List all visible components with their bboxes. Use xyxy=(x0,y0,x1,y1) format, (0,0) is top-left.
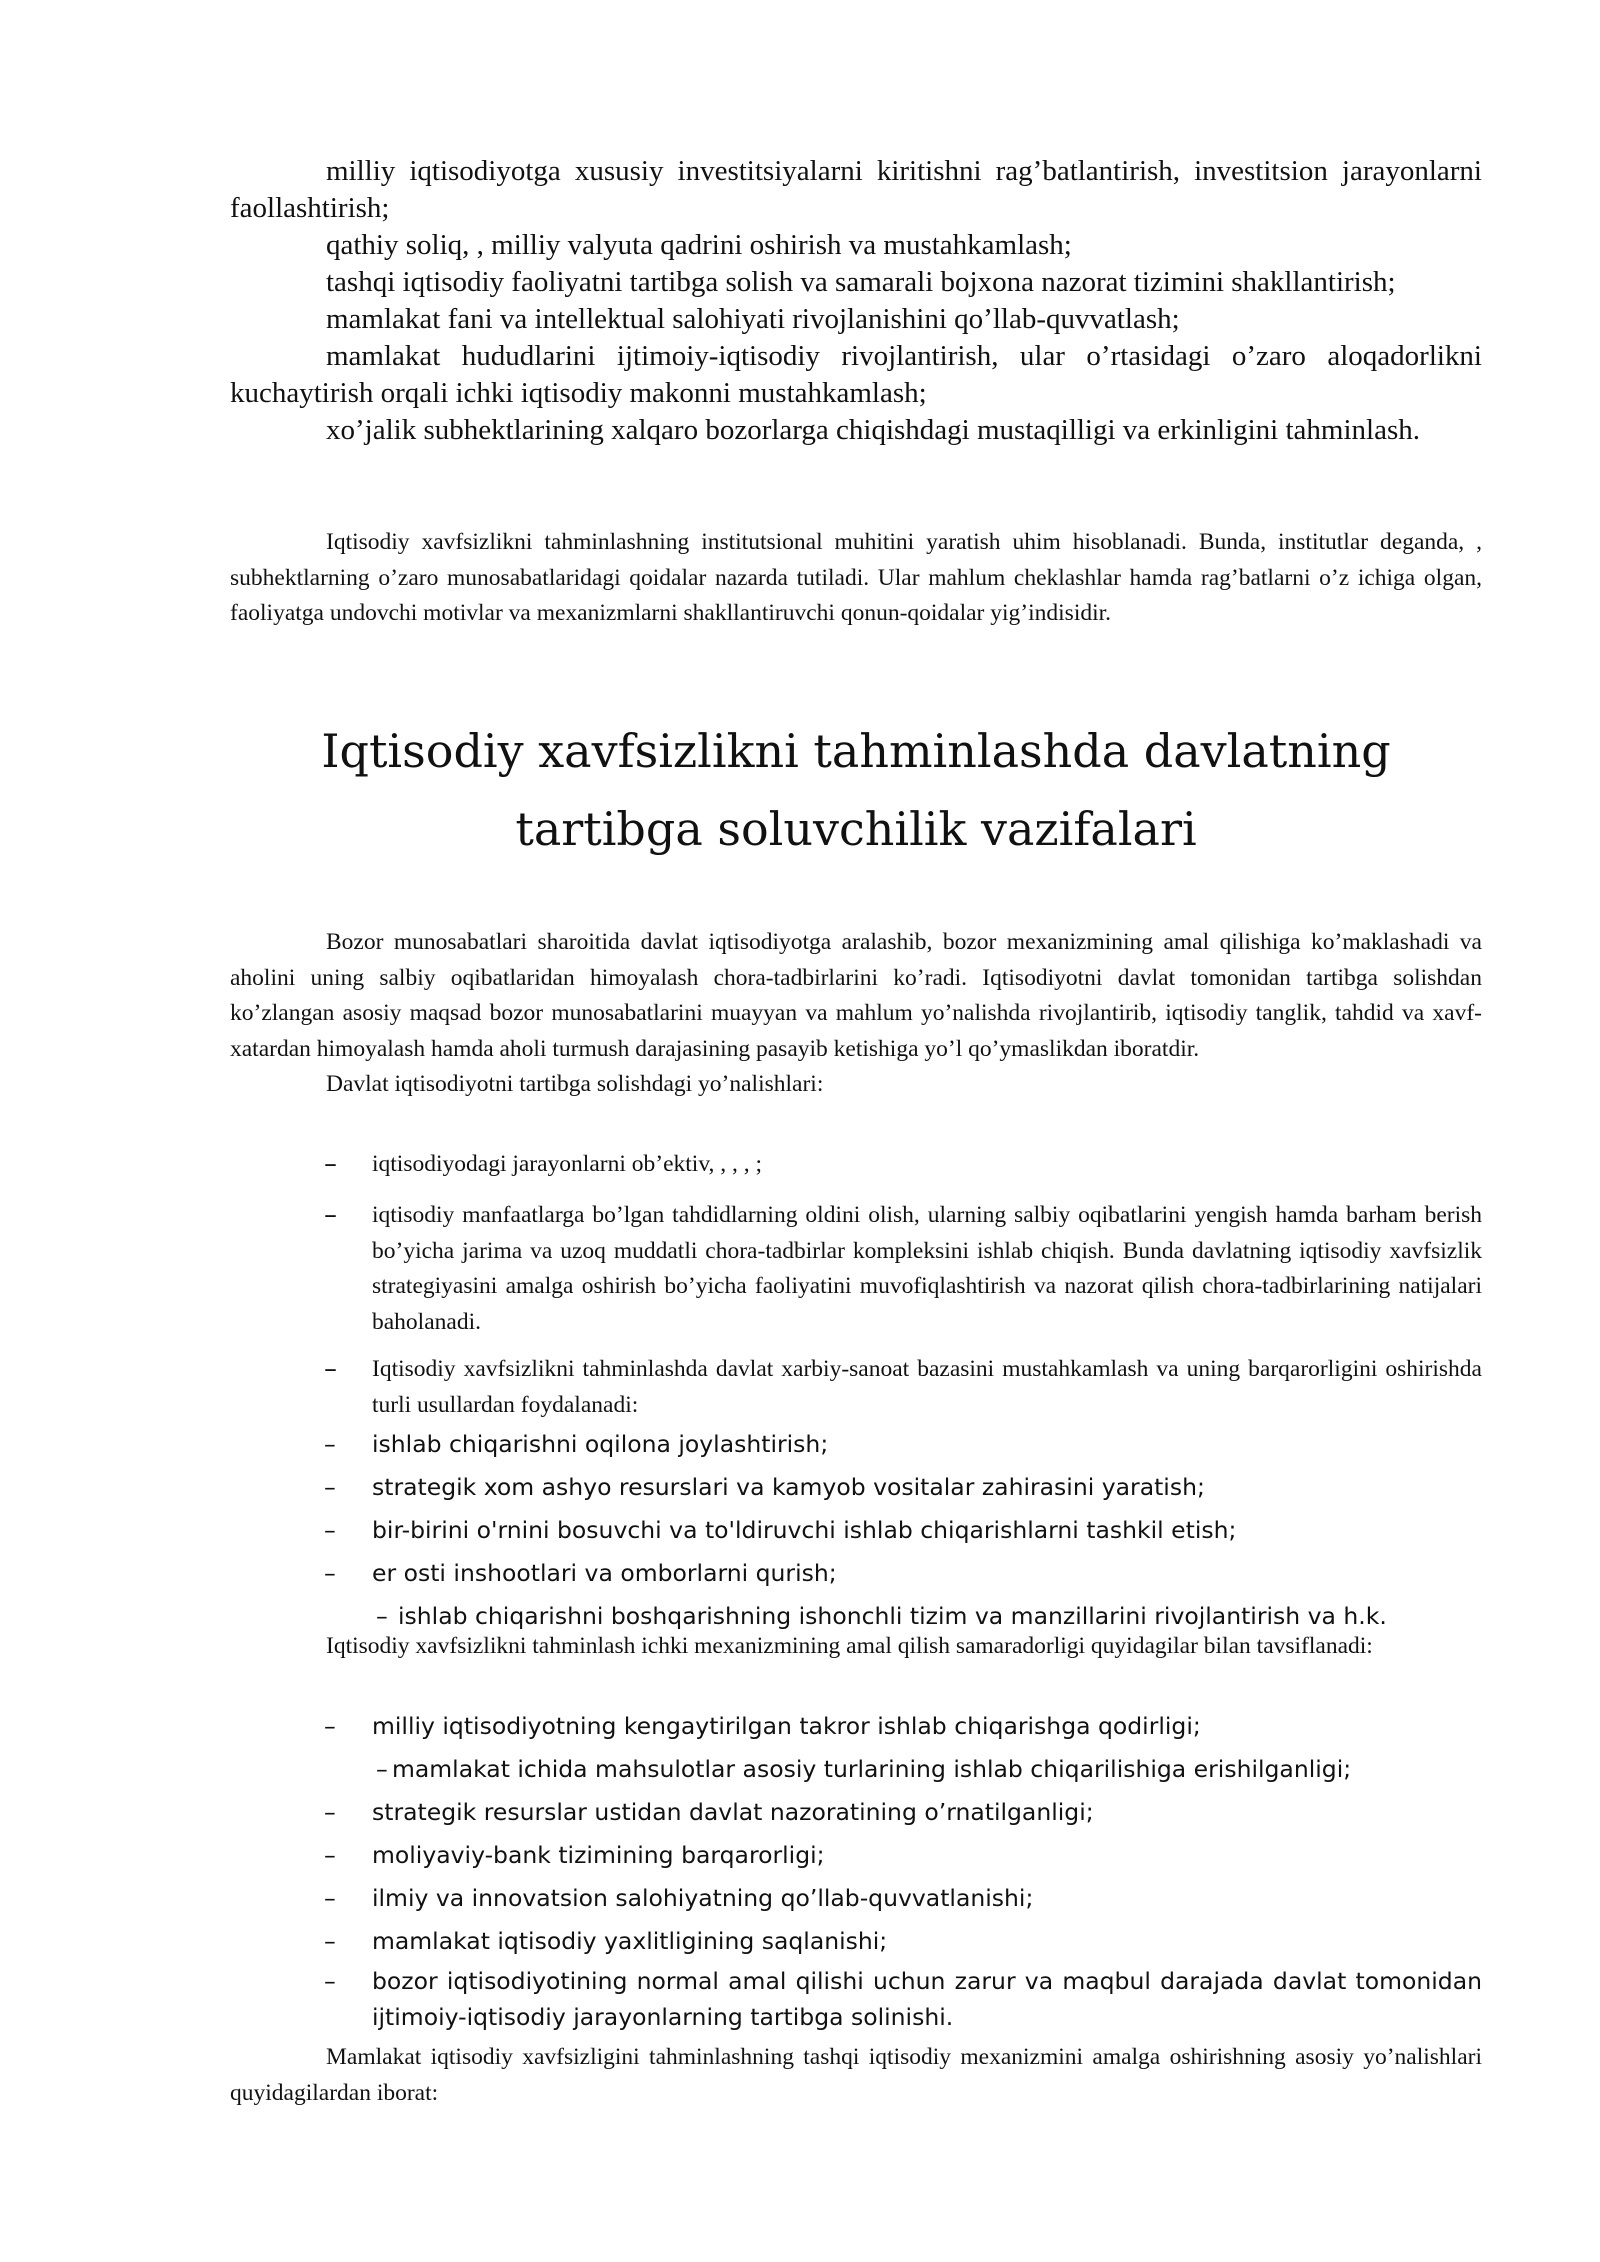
method-item-text: er osti inshootlari va omborlarni qurish; xyxy=(372,1559,837,1587)
dash-bullet: – xyxy=(376,1602,388,1630)
dash-bullet: – xyxy=(324,1473,336,1501)
criterion-item-1 xyxy=(324,1705,1482,1748)
intro-item-5: mamlakat hududlarini ijtimoiy-iqtisodiy rivojlantirish, ular o’rtasidagi o’zaro aloqadorlikni kuchaytirish orqali ichki iqtisodiy makonni mustahkamlash; xyxy=(230,340,1482,409)
section-paragraph-1-text: Bozor munosabatlari sharoitida davlat iqtisodiyotga aralashib, bozor mexanizmining amal qilishiga ko’maklashadi va aholini uning salbiy oqibatlaridan himoyalash chora-tadbirlarini ko’radi. Iqtisodiyotni davlat tomonidan tartibga solishdan ko’zlangan asosiy maqsad bozor munosabatlarini muayyan va mahlum yo’nalishda rivojlantirib, iqtisodiy tanglik, tahdid va xavf-xatardan himoyalash hamda aholi turmush darajasining pasayib ketishiga yo’l qo’ymaslikdan iboratdir. xyxy=(230,929,1482,1062)
section-heading xyxy=(230,712,1482,868)
intro-item-3: tashqi iqtisodiy faoliyatni tartibga solish va samarali bojxona nazorat tizimini shakllantirish; xyxy=(326,266,1396,298)
direction-item-2 xyxy=(324,1198,1482,1340)
section-paragraph-2 xyxy=(230,1629,1482,1665)
criterion-item-text: mamlakat ichida mahsulotlar asosiy turlarining ishlab chiqarilishiga erishilganligi; xyxy=(392,1755,1352,1783)
dash-bullet: – xyxy=(324,1967,336,1995)
intro-item-6: xo’jalik subhektlarining xalqaro bozorlarga chiqishdagi mustaqilligi va erkinligini tahminlash. xyxy=(326,414,1420,446)
method-item-text: strategik xom ashyo resurslari va kamyob vositalar zahirasini yaratish; xyxy=(372,1473,1205,1501)
criterion-item-2 xyxy=(376,1748,1482,1791)
criterion-item-text: ilmiy va innovatsion salohiyatning qo’llab-quvvatlanishi; xyxy=(372,1884,1034,1912)
criterion-item-text: mamlakat iqtisodiy yaxlitligining saqlanishi; xyxy=(372,1927,888,1955)
method-item-2 xyxy=(324,1466,1482,1509)
dash-bullet: – xyxy=(324,1712,336,1740)
dash-bullet: – xyxy=(324,1559,336,1587)
intro-item-4: mamlakat fani va intellektual salohiyati rivojlanishini qo’llab-quvvatlash; xyxy=(326,303,1180,335)
method-item-1 xyxy=(324,1423,1482,1466)
directions-intro: Davlat iqtisodiyotni tartibga solishdagi yo’nalishlari: xyxy=(326,1071,824,1097)
dash-bullet: – xyxy=(324,1884,336,1912)
criterion-item-7 xyxy=(324,1963,1482,2035)
criterion-item-3 xyxy=(324,1791,1482,1834)
method-item-text: ishlab chiqarishni boshqarishning ishonchli tizim va manzillarini rivojlantirish va h.k. xyxy=(398,1602,1387,1630)
criterion-item-text: strategik resurslar ustidan davlat nazoratining o’rnatilganligi; xyxy=(372,1798,1094,1826)
method-item-text: bir-birini o'rnini bosuvchi va to'ldiruvchi ishlab chiqarishlarni tashkil etish; xyxy=(372,1516,1237,1544)
method-item-3 xyxy=(324,1509,1482,1552)
section-heading-line-1: Iqtisodiy xavfsizlikni tahminlashda davlatning xyxy=(321,724,1391,778)
direction-item-1 xyxy=(324,1147,1482,1183)
intro-item-2: qathiy soliq, , milliy valyuta qadrini oshirish va mustahkamlash; xyxy=(326,229,1072,261)
criterion-item-4 xyxy=(324,1834,1482,1877)
dash-bullet: – xyxy=(324,1516,336,1544)
section-paragraph-3-text: Mamlakat iqtisodiy xavfsizligini tahminlashning tashqi iqtisodiy mexanizmini amalga oshirishning asosiy yo’nalishlari quyidagilardan iborat: xyxy=(230,2044,1482,2106)
dash-bullet: – xyxy=(324,1354,337,1384)
direction-item-3 xyxy=(324,1352,1482,1423)
criterion-item-text: milliy iqtisodiyotning kengaytirilgan takror ishlab chiqarishga qodirligi; xyxy=(372,1712,1201,1740)
method-item-text: ishlab chiqarishni oqilona joylashtirish; xyxy=(372,1430,829,1458)
direction-item-text: iqtisodiyodagi jarayonlarni ob’ektiv, , , , ; xyxy=(372,1151,763,1177)
direction-item-text: iqtisodiy manfaatlarga bo’lgan tahdidlarning oldini olish, ularning salbiy oqibatlarini yengish hamda barham berish bo’yicha jarima va uzoq muddatli chora-tadbirlar kompleksini ishlab chiqish. Bunda davlatning iqtisodiy xavfsizlik strategiyasini amalga oshirish bo’yicha faoliyatini muvofiqlashtirish va nazorat qilish chora-tadbirlarining natijalari baholanadi. xyxy=(372,1202,1482,1335)
dash-bullet: – xyxy=(324,1798,336,1826)
dash-bullet: – xyxy=(324,1430,336,1458)
section-heading-line-2: tartibga soluvchilik vazifalari xyxy=(515,802,1197,856)
criterion-item-6 xyxy=(324,1920,1482,1963)
criterion-item-text: moliyaviy-bank tizimining barqarorligi; xyxy=(372,1841,825,1869)
section-paragraph-3 xyxy=(230,2040,1482,2111)
intro-paragraph-text: Iqtisodiy xavfsizlikni tahminlashning institutsional muhitini yaratish uhim hisoblanadi. Bunda, institutlar deganda, , subhektlarning o’zaro munosabatlaridagi qoidalar nazarda tutiladi. Ular mahlum cheklashlar hamda rag’batlarni o’z ichiga olgan, faoliyatga undovchi motivlar va mexanizmlarni shakllantiruvchi qonun-qoidalar yig’indisidir. xyxy=(230,529,1482,626)
direction-item-text: Iqtisodiy xavfsizlikni tahminlashda davlat xarbiy-sanoat bazasini mustahkamlash va uning barqarorligini oshirishda turli usullardan foydalanadi: xyxy=(372,1356,1482,1418)
method-item-4 xyxy=(324,1552,1482,1595)
section-paragraph-2-text: Iqtisodiy xavfsizlikni tahminlash ichki mexanizmining amal qilish samaradorligi quyidagilar bilan tavsiflanadi: xyxy=(326,1633,1373,1659)
intro-item-1: milliy iqtisodiyotga xususiy investitsiyalarni kiritishni rag’batlantirish, investitsion jarayonlarni faollashtirish; xyxy=(230,155,1482,224)
dash-bullet: – xyxy=(324,1200,337,1230)
criterion-item-text: bozor iqtisodiyotining normal amal qilishi uchun zarur va maqbul darajada davlat tomonidan ijtimoiy-iqtisodiy jarayonlarning tartibga solinishi. xyxy=(372,1967,1482,2031)
dash-bullet: – xyxy=(376,1755,388,1783)
intro-paragraph xyxy=(230,525,1482,632)
dash-bullet: – xyxy=(324,1841,336,1869)
dash-bullet: – xyxy=(324,1149,337,1179)
section-paragraph-1 xyxy=(230,925,1482,1103)
intro-list xyxy=(230,153,1482,449)
dash-bullet: – xyxy=(324,1927,336,1955)
criterion-item-5 xyxy=(324,1877,1482,1920)
